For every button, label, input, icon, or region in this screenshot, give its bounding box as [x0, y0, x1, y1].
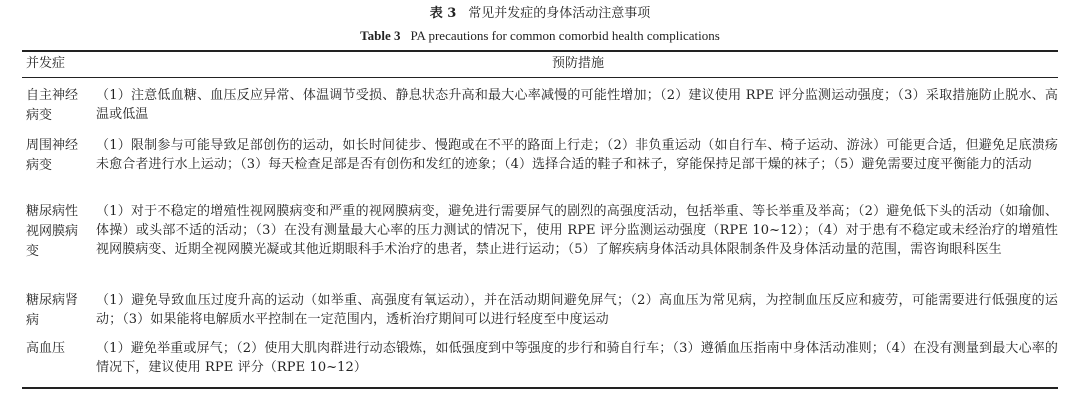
row-measures: （1）对于不稳定的增殖性视网膜病变和严重的视网膜病变，避免进行需要屏气的剧烈的高强度活动，包括举重、等长举重及举高；（2）避免低下头的活动（如瑜伽、体操）或头部不适的活动；（3）在没有测量最大心率的压力测试的情况下，使用 RPE 评分监测运动强度（RPE 10~12）；（4）对于患有不稳定或未经治疗的增殖性视网膜病变、近期全视网膜光凝或其他近期眼科手术治疗的患者，禁止进行运动；（5）了解疾病身体活动具体限制条件及身体活动量的范围，需咨询眼科医生 [96, 204, 1058, 257]
row-measures: （1）注意低血糖、血压反应异常、体温调节受损、静息状态升高和最大心率减慢的可能性增加；（2）建议使用 RPE 评分监测运动强度；（3）采取措施防止脱水、高温或低温 [96, 88, 1058, 122]
row-condition: 糖尿病性视网膜病变 [26, 204, 79, 259]
table-caption-cn [0, 6, 1080, 22]
row-condition: 周围神经病变 [26, 138, 79, 173]
table-top-rule [22, 50, 1058, 52]
row-condition: 糖尿病肾病 [26, 293, 79, 328]
row-measures: （1）避免导致血压过度升高的运动（如举重、高强度有氧运动），并在活动期间避免屏气；（2）高血压为常见病，为控制血压反应和疲劳，可能需要进行低强度的运动；（3）如果能将电解质水平控制在一定范围内，透析治疗期间可以进行轻度至中度运动 [96, 293, 1058, 327]
row-measures: （1）避免举重或屏气；（2）使用大肌肉群进行动态锻炼，如低强度到中等强度的步行和骑自行车；（3）遵循血压指南中身体活动准则；（4）在没有测量到最大心率的情况下，建议使用 RPE 评分（RPE 10~12） [96, 341, 1058, 375]
column-header-measures: 预防措施 [551, 56, 604, 71]
caption-en-title: PA precautions for common comorbid health complications [410, 28, 720, 43]
table-header-rule [22, 77, 1058, 78]
row-measures: （1）限制参与可能导致足部创伤的运动，如长时间徒步、慢跑或在不平的路面上行走；（2）非负重运动（如自行车、椅子运动、游泳）可能更合适，但避免足底溃疡未愈合者进行水上运动；（3）每天检查足部是否有创伤和发红的迹象；（4）选择合适的鞋子和袜子，穿能保持足部干燥的袜子；（5）避免需要过度平衡能力的活动 [96, 138, 1058, 172]
caption-cn-title: 常见并发症的身体活动注意事项 [468, 6, 651, 21]
table-caption-en [0, 28, 1080, 44]
row-condition: 高血压 [26, 341, 66, 356]
caption-en-number: Table 3 [360, 28, 401, 43]
caption-cn-number: 表 3 [429, 6, 457, 21]
column-header-condition: 并发症 [26, 56, 66, 71]
table-bottom-rule [22, 387, 1058, 389]
row-condition: 自主神经病变 [26, 88, 79, 123]
